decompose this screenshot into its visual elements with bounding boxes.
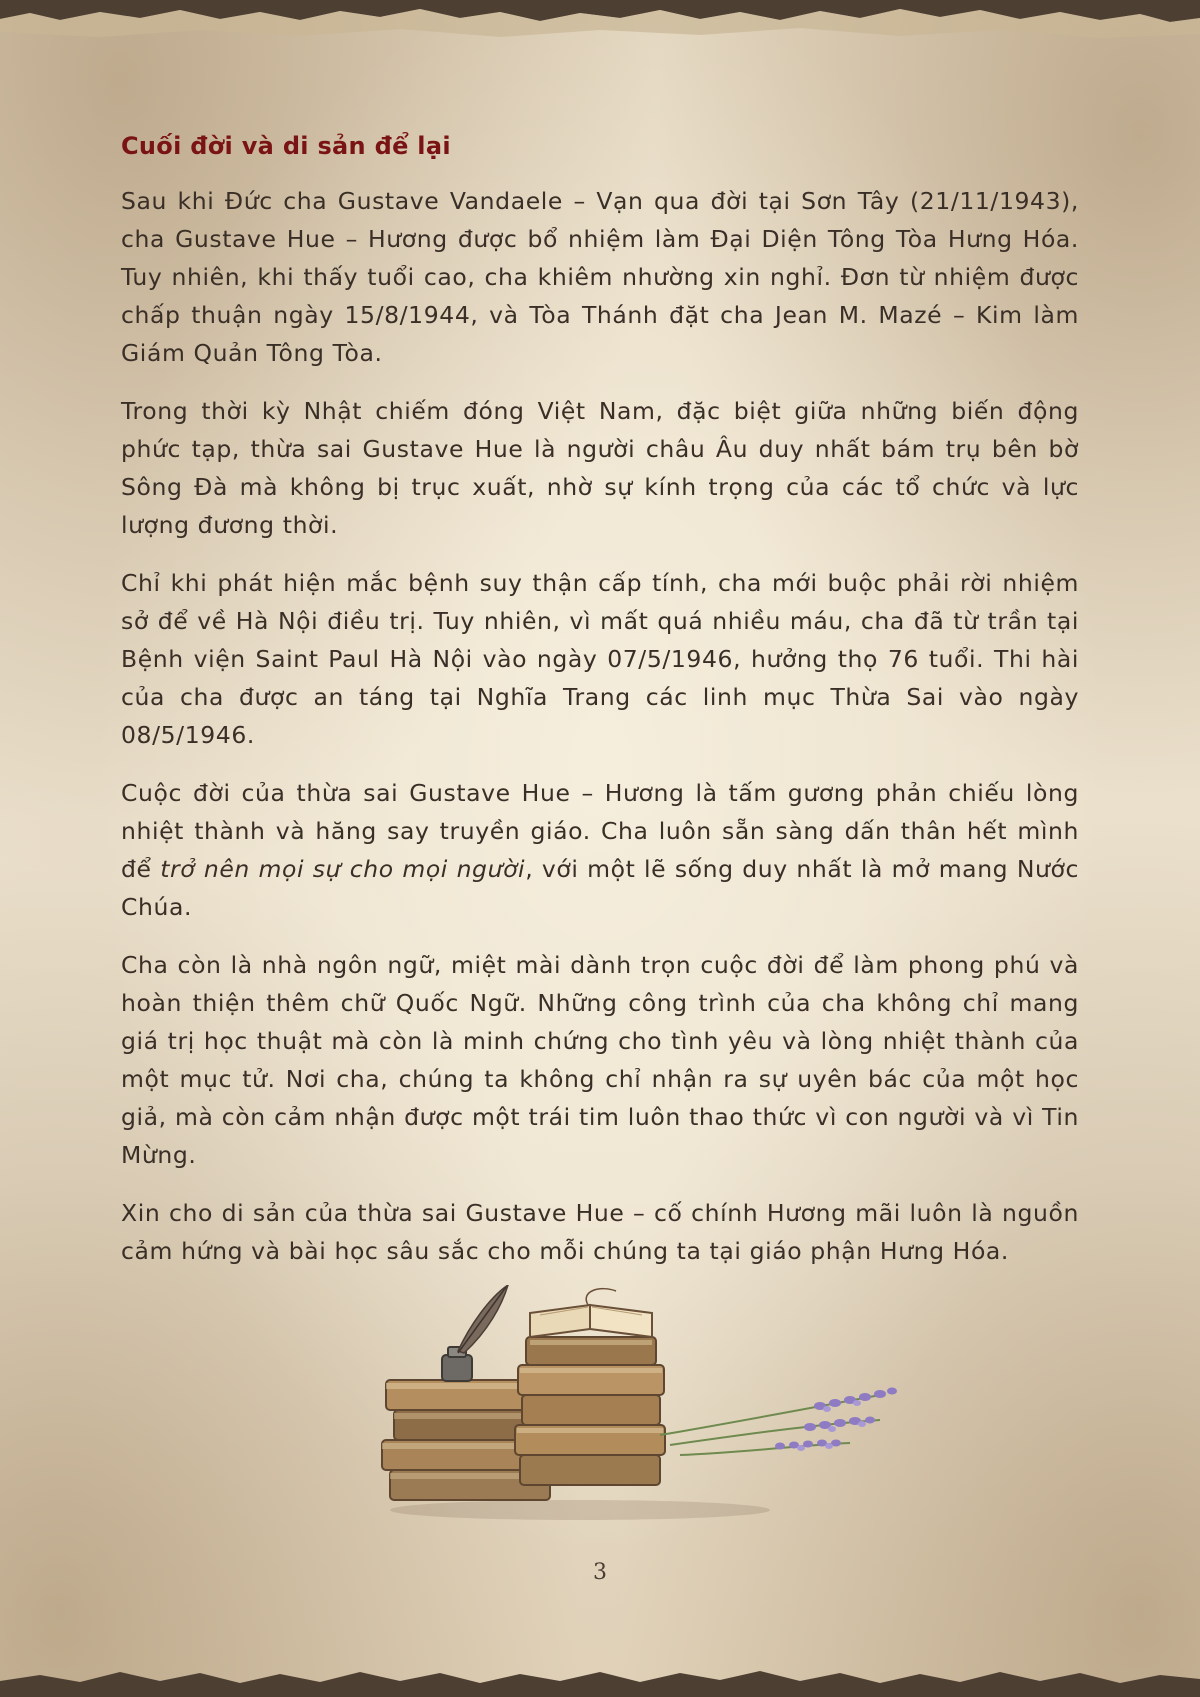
right-book-stack — [515, 1337, 665, 1485]
books-quill-lavender-illustration — [380, 1285, 950, 1525]
paragraph-1: Sau khi Đức cha Gustave Vandaele – Vạn qua đời tại Sơn Tây (21/11/1943), cha Gustave Hue – Hương được bổ nhiệm làm Đại Diện Tông Tòa Hưng Hóa. Tuy nhiên, khi thấy tuổi cao, cha khiêm nhường xin nghỉ. Đơn từ nhiệm được chấp thuận ngày 15/8/1944, và Tòa Thánh đặt cha Jean M. Mazé – Kim làm Giám Quản Tông Tòa. — [121, 187, 1079, 367]
section-title: Cuối đời và di sản để lại — [121, 132, 451, 160]
paragraph-3: Chỉ khi phát hiện mắc bệnh suy thận cấp tính, cha mới buộc phải rời nhiệm sở để về Hà Nội điều trị. Tuy nhiên, vì mất quá nhiều máu, cha đã từ trần tại Bệnh viện Saint Paul Hà Nội vào ngày 07/5/1946, hưởng thọ 76 tuổi. Thi hài của cha được an táng tại Nghĩa Trang các linh mục Thừa Sai vào ngày 08/5/1946. — [121, 569, 1079, 749]
quill-icon — [458, 1285, 508, 1353]
torn-edge-top — [0, 0, 1200, 50]
paragraph-5: Cha còn là nhà ngôn ngữ, miệt mài dành trọn cuộc đời để làm phong phú và hoàn thiện thêm chữ Quốc Ngữ. Những công trình của cha không chỉ mang giá trị học thuật mà còn là minh chứng cho tình yêu và lòng nhiệt thành của một mục tử. Nơi cha, chúng ta không chỉ nhận ra sự uyên bác của một học giả, mà còn cảm nhận được một trái tim luôn thao thức vì con người và vì Tin Mừng. — [121, 951, 1079, 1169]
paragraph-2: Trong thời kỳ Nhật chiếm đóng Việt Nam, đặc biệt giữa những biến động phức tạp, thừa sai Gustave Hue là người châu Âu duy nhất bám trụ bên bờ Sông Đà mà không bị trục xuất, nhờ sự kính trọng của các tổ chức và lực lượng đương thời. — [121, 397, 1079, 539]
torn-edge-bottom — [0, 1657, 1200, 1697]
inkwell — [442, 1347, 472, 1381]
paragraph-4-text-after: , với một lẽ sống duy nhất là mở mang Nước Chúa. — [121, 855, 1079, 921]
page-number: 3 — [593, 1560, 607, 1585]
paragraph-4-text-before: Cuộc đời của thừa sai Gustave Hue – Hương là tấm gương phản chiếu lòng nhiệt thành và hăng say truyền giáo. Cha luôn sẵn sàng dấn thân hết mình để — [121, 779, 1079, 883]
open-book-icon — [530, 1289, 652, 1337]
paragraph-6: Xin cho di sản của thừa sai Gustave Hue – cố chính Hương mãi luôn là nguồn cảm hứng và bài học sâu sắc cho mỗi chúng ta tại giáo phận Hưng Hóa. — [121, 1199, 1079, 1265]
paragraph-4-italic-phrase: trở nên mọi sự cho mọi người — [160, 855, 526, 883]
article-body — [121, 132, 1079, 1290]
lavender-sprig — [660, 1388, 897, 1456]
paragraph-4 — [121, 774, 1079, 926]
